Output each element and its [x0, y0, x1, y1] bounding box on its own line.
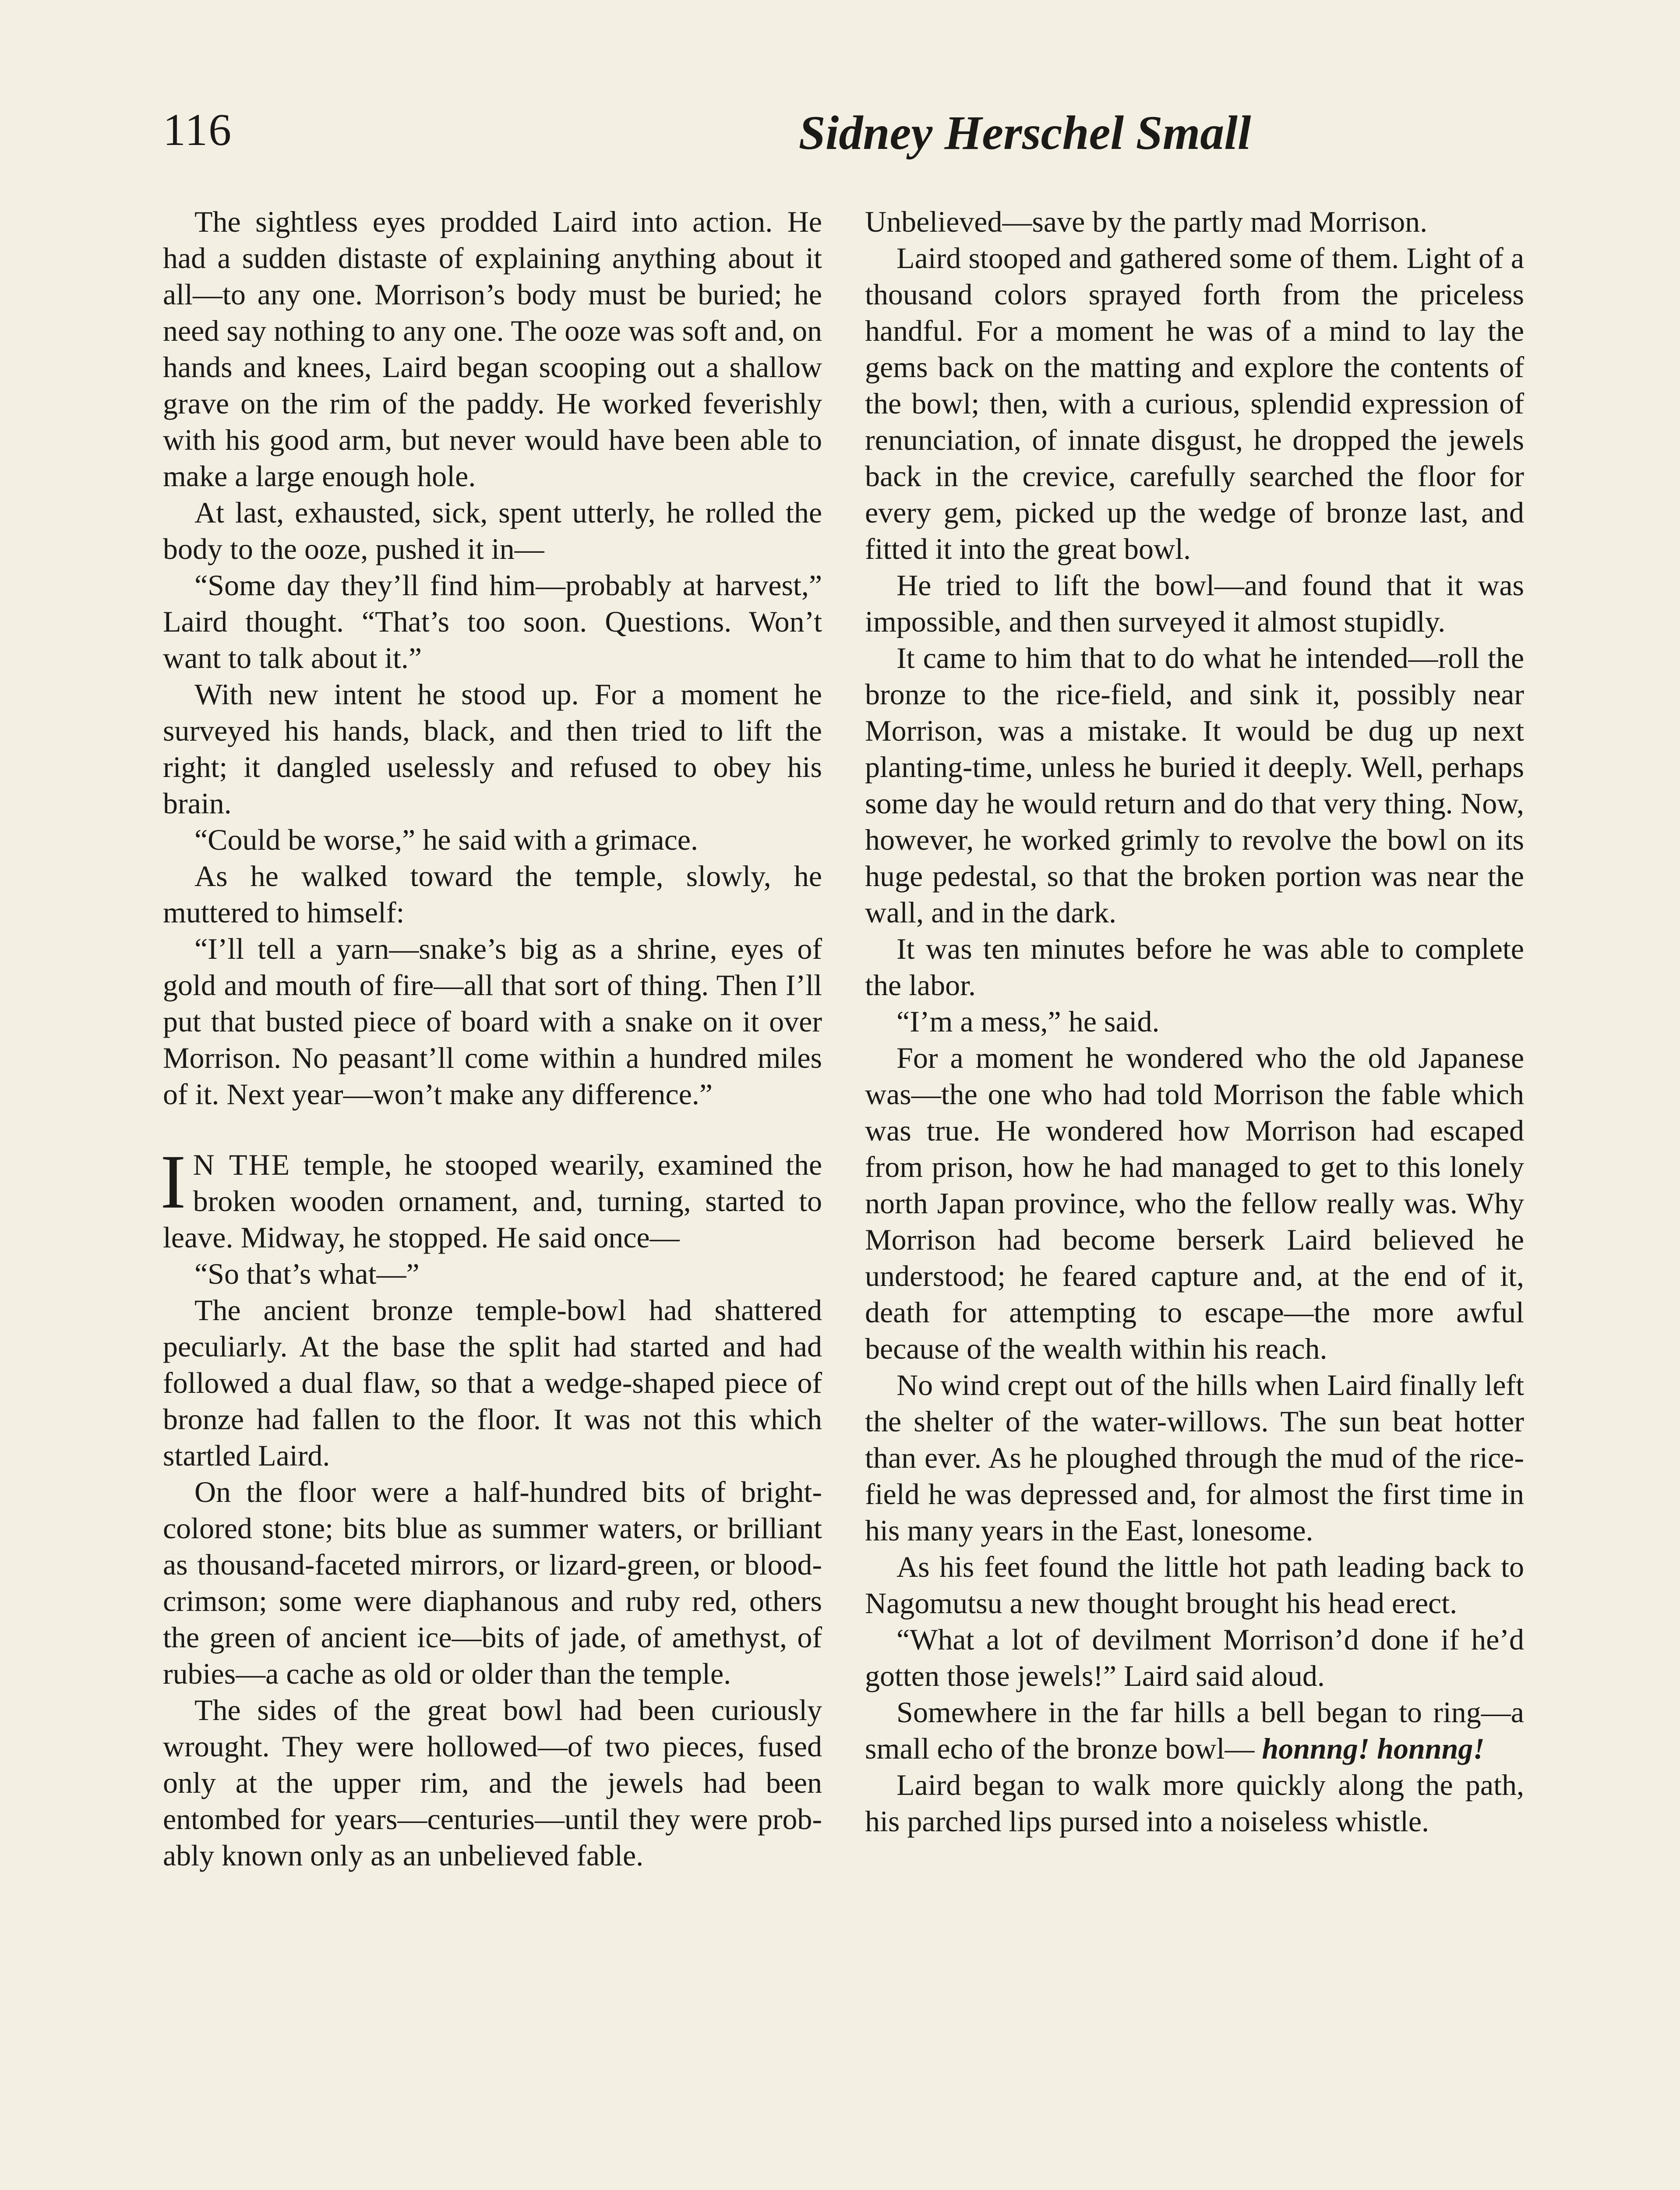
paragraph: As he walked toward the temple, slowly, he muttered to himself: — [163, 859, 822, 929]
paragraph: The sightless eyes prodded Laird into action. He had a sudden distaste of explaining anything about it all—to any one. Morrison’s body must be buried; he need say nothing to any one. The ooze was soft and, on hands and knees, Laird began scooping out a shallow grave on the rim of the paddy. He worked feverishly with his good arm, but never would have been able to make a large enough hole. — [163, 205, 822, 493]
paragraph: Laird began to walk more quickly along the path, his parched lips pursed into a noiseless whistle. — [865, 1768, 1524, 1838]
paragraph-text: temple, he stooped wearily, examined the broken wooden ornament, and, turning, started to leave. Midway, he stopped. He said once— — [163, 1148, 822, 1254]
paragraph: For a moment he wondered who the old Japanese was—the one who had told Morrison the fable which was true. He wondered how Morrison had escaped from prison, how he had managed to get to this lonely north Japan province, who the fellow really was. Why Morrison had become berserk Laird believed he understood; he feared capture and, at the end of it, death for attempting to escape—the more awful because of the wealth within his reach. — [865, 1041, 1524, 1365]
paragraph-text: Somewhere in the far hills a bell began to ring—a small echo of the bronze bowl— — [865, 1695, 1524, 1765]
paragraph: “So that’s what—” — [194, 1257, 420, 1290]
page-number: 116 — [163, 105, 233, 155]
paragraph: With new intent he stood up. For a moment he surveyed his hands, black, and then tried to lift the right; it dangled uselessly and refused to obey his brain. — [163, 678, 822, 820]
paragraph: The ancient bronze temple-bowl had shattered peculiarly. At the base the split had started and had followed a dual flaw, so that a wedge-shaped piece of bronze had fallen to the floor. It was not this which startled Laird. — [163, 1293, 822, 1472]
drop-cap: I — [160, 1139, 186, 1225]
paragraph: On the floor were a half-hundred bits of bright-colored stone; bits blue as summer waters, or brilliant as thousand-faceted mirrors, or lizard-green, or blood-crimson; some were diaphanous and ruby red, others the green of ancient ice—bits of jade, of amethyst, of rubies—a cache as old or older than the temple. — [163, 1475, 822, 1690]
paragraph — [865, 1694, 1524, 1767]
paragraph: Laird stooped and gathered some of them. Light of a thousand colors sprayed forth from the priceless handful. For a moment he was of a mind to lay the gems back on the matting and explore the contents of the bowl; then, with a curious, splendid expression of renunciation, of innate disgust, he dropped the jewels back in the crevice, carefully searched the floor for every gem, picked up the wedge of bronze last, and fitted it into the great bowl. — [865, 241, 1524, 565]
paragraph: “Some day they’ll find him—probably at harvest,” Laird thought. “That’s too soon. Questions. Won’t want to talk about it.” — [163, 569, 822, 675]
paragraph: It came to him that to do what he intended—roll the bronze to the rice-field, and sink it, possibly near Morrison, was a mistake. It would be dug up next planting-time, unless he buried it deeply. Well, perhaps some day he would return and do that very thing. Now, however, he worked grimly to revolve the bowl on its huge pedestal, so that the broken portion was near the wall, and in the dark. — [865, 641, 1524, 929]
paragraph: As his feet found the little hot path leading back to Nagomutsu a new thought brought his head erect. — [865, 1550, 1524, 1620]
paragraph: At last, exhausted, sick, spent utterly, he rolled the body to the ooze, pushed it in— — [163, 496, 822, 565]
section-opening-paragraph — [160, 1139, 822, 1256]
paragraph: “Could be worse,” he said with a grimace. — [194, 823, 698, 856]
paragraph: No wind crept out of the hills when Laird finally left the shelter of the water-willows. The sun beat hotter than ever. As he ploughed through the mud of the rice-field he was depressed and, for almost the first time in his many years in the East, lonesome. — [865, 1368, 1524, 1547]
paragraph: It was ten minutes before he was able to complete the labor. — [865, 932, 1524, 1002]
paragraph: He tried to lift the bowl—and found that it was impossible, and then surveyed it almost stupidly. — [865, 569, 1524, 638]
paragraph: “What a lot of devilment Morrison’d done if he’d gotten those jewels!” Laird said aloud. — [865, 1623, 1524, 1692]
paragraph: “I’ll tell a yarn—snake’s big as a shrine, eyes of gold and mouth of fire—all that sort of thing. Then I’ll put that busted piece of board with a snake on it over Morrison. No peasant’ll come within a hundred miles of it. Next year—won’t make any difference.” — [163, 932, 822, 1111]
paragraph: “I’m a mess,” he said. — [896, 1005, 1160, 1038]
running-head: Sidney Herschel Small — [798, 106, 1251, 159]
sound-effect: honnng! honnng! — [1262, 1732, 1485, 1765]
right-column — [865, 204, 1524, 1840]
left-column — [160, 204, 822, 1874]
paragraph-continued: Unbelieved—save by the partly mad Morrison. — [865, 205, 1428, 238]
lead-in-caps: N THE — [193, 1148, 291, 1181]
paragraph: The sides of the great bowl had been curiously wrought. They were hollowed—of two pieces, fused only at the upper rim, and the jewels had been entombed for years—centuries—until they were probably known only as an unbelieved fable. — [163, 1693, 822, 1872]
